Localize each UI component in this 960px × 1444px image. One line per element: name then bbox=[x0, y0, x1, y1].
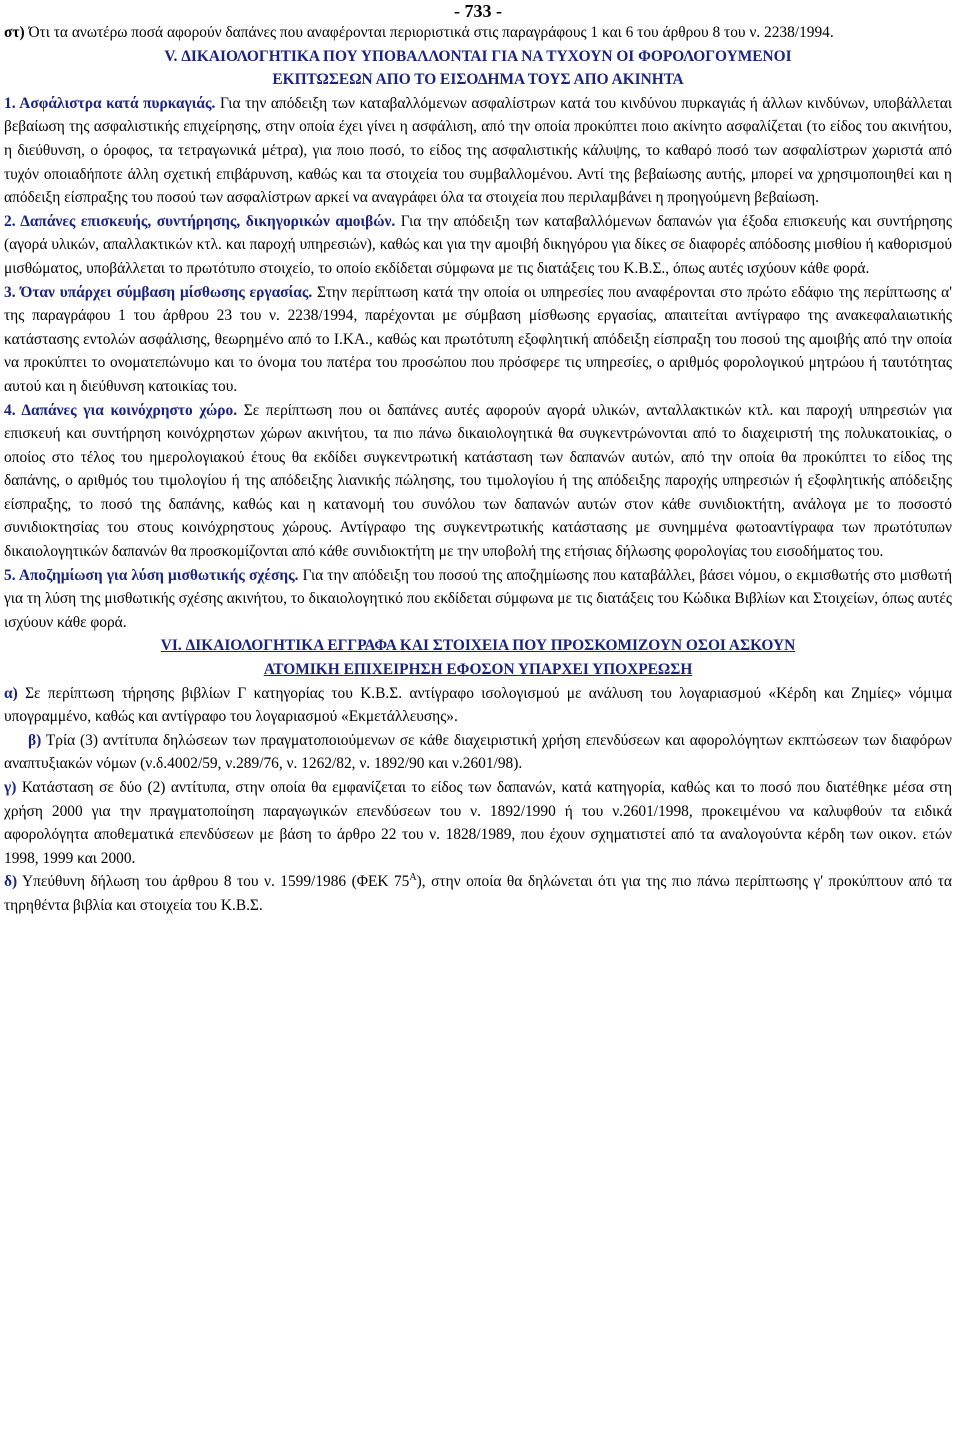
item-5-text: Για την απόδειξη του ποσού της αποζημίωσης που καταβάλλει, βάσει νόμου, ο εκμισθωτής στο μισθωτή για τη λύση της μισθωτικής σχέσης ακινήτου, το δικαιολογητικό που εκδίδεται σύμφωνα με τις διατάξεις του Κώδικα Βιβλίων και Στοιχείων, όπως αυτές ισχύουν κάθε φορά. bbox=[4, 566, 952, 631]
label-vi-a: α) bbox=[4, 684, 18, 702]
item-4 bbox=[4, 399, 952, 564]
paragraph-vi-d bbox=[4, 870, 952, 917]
item-1-title: 1. Ασφάλιστρα κατά πυρκαγιάς. bbox=[4, 94, 216, 112]
paragraph-st bbox=[4, 21, 952, 45]
item-1-text: Για την απόδειξη των καταβαλλόμενων ασφαλίστρων κατά του κινδύνου πυρκαγιάς ή άλλων κινδύνων, υποβάλλεται βεβαίωση της ασφαλιστικής επιχείρησης, στην οποία έχει γίνει η ασφάλιση, από την οποία προκύπτει ποιο ακίνητο ασφαλίζεται (το είδος του ακινήτου, η διεύθυνση, ο όροφος, τα τετραγωνικά μέτρα), για ποιο ποσό, το είδος της ασφαλιστικής κάλυψης, το καθαρό ποσό των ασφαλίστρων χωριστά από τυχόν οποιαδήποτε άλλη σχετική επιβάρυνση, καθώς και τα στοιχεία του συμβαλλομένου. Αντί της βεβαίωσης αυτής, μπορεί να χρησιμοποιηθεί και η απόδειξη είσπραξης του ποσού των ασφαλίστρων αρκεί να αναγράφει όλα τα στοιχεία που περιλαμβάνει η προηγούμενη βεβαίωση. bbox=[4, 94, 952, 207]
text-vi-c: Κατάσταση σε δύο (2) αντίτυπα, στην οποία θα εμφανίζεται το είδος των δαπανών, κατά κατηγορία, καθώς και το ποσό που διατέθηκε μέσα στη χρήση 2000 για την πραγματοποίηση παραγωγικών επενδύσεων του ν. 1892/1990 ή του ν.2601/1998, προκειμένου να καλυφθούν τα ειδικά αφορολόγητα αποθεματικά επενδύσεων με βάση το άρθρο 22 του ν. 1828/1989, που έχουν σχηματιστεί από τα αναλογούντα κέρδη των οικον. ετών 1998, 1999 και 2000. bbox=[4, 779, 952, 867]
item-4-title: 4. Δαπάνες για κοινόχρηστο χώρο. bbox=[4, 401, 238, 419]
text-vi-b: Τρία (3) αντίτυπα δηλώσεων των πραγματοποιούμενων σε κάθε διαχειριστική χρήση επενδύσεων και αφορολόγητων εκπτώσεων των διαφόρων αναπτυξιακών νόμων (ν.δ.4002/59, ν.289/76, ν. 1262/82, ν. 1892/90 και ν.2601/98). bbox=[4, 731, 952, 773]
label-vi-d: δ) bbox=[4, 873, 18, 891]
section-v-heading-line1: V. ΔΙΚΑΙΟΛΟΓΗΤΙΚΑ ΠΟΥ ΥΠΟΒΑΛΛΟΝΤΑΙ ΓΙΑ ΝΑ ΤΥΧΟΥΝ ΟΙ ΦΟΡΟΛΟΓΟΥΜΕΝΟΙ bbox=[164, 47, 792, 65]
label-vi-b: β) bbox=[28, 731, 42, 749]
item-2-text: Για την απόδειξη των καταβαλλόμενων δαπανών για έξοδα επισκευής και συντήρησης (αγορά υλικών, απαλλακτικών κτλ. και παροχή υπηρεσιών), καθώς και για την αμοιβή δικηγόρου για δίκες σε διαφορές απόδοσης μισθίου ή καθορισμού μισθώματος, υποβάλλεται το πρωτότυπο στοιχείο, το οποίο εκδίδεται σύμφωνα με τις διατάξεις του Κ.Β.Σ., όπως αυτές ισχύουν κάθε φορά. bbox=[4, 212, 953, 277]
text-st: Ότι τα ανωτέρω ποσά αφορούν δαπάνες που αναφέρονται περιοριστικά στις παραγράφους 1 και 6 του άρθρου 8 του ν. 2238/1994. bbox=[24, 24, 834, 41]
item-4-text: Σε περίπτωση που οι δαπάνες αυτές αφορούν αγορά υλικών, ανταλλακτικών κτλ. και παροχή υπηρεσιών για επισκευή και συντήρηση κοινόχρηστων χώρων ακινήτου, τα πιο πάνω δικαιολογητικά θα συγκεντρώνονται από το διαχειριστή της πολυκατοικίας, ο οποίος στο τέλος του ημερολογιακού έτους θα εκδίδει συγκεντρωτική κατάσταση των δαπανών αυτών, από την οποία θα προκύπτει το είδος της δαπάνης, ο αριθμός του τιμολογίου ή της απόδειξης λιανικής πώλησης, του τιμολογίου ή της απόδειξης παροχής υπηρεσιών ή εξοφλητικής απόδειξης είσπραξης, το ποσό της δαπάνης, καθώς και η κατανομή του συνόλου των δαπανών αυτών στον κάθε συνιδιοκτήτη, ανάλογα με το ποσοστό συνιδιοκτησίας του στους κοινόχρηστους χώρους. Αντίγραφο της συγκεντρωτικής κατάστασης με συνημμένα φωτοαντίγραφα των πρωτότυπων δικαιολογητικών δαπανών θα προσκομίζονται από κάθε συνιδιοκτήτη με την υποβολή της ετήσιας δήλωσης φορολογίας του εισοδήματος του. bbox=[4, 401, 953, 561]
page-number: - 733 - bbox=[454, 1, 502, 21]
section-vi-heading-line2: ΑΤΟΜΙΚΗ ΕΠΙΧΕΙΡΗΣΗ ΕΦΟΣΟΝ ΥΠΑΡΧΕΙ ΥΠΟΧΡΕΩΣΗ bbox=[263, 661, 693, 679]
item-3-title: 3. Όταν υπάρχει σύμβαση μίσθωσης εργασίας. bbox=[4, 283, 313, 301]
paragraph-vi-a bbox=[4, 682, 952, 729]
section-vi-heading-line1: VI. ΔΙΚΑΙΟΛΟΓΗΤΙΚΑ ΕΓΓΡΑΦΑ ΚΑΙ ΣΤΟΙΧΕΙΑ ΠΟΥ ΠΡΟΣΚΟΜΙΖΟΥΝ ΟΣΟΙ ΑΣΚΟΥΝ bbox=[160, 637, 796, 655]
item-5-title: 5. Αποζημίωση για λύση μισθωτικής σχέσης. bbox=[4, 566, 299, 584]
label-st: στ) bbox=[4, 24, 25, 41]
text-vi-d-before: Υπεύθυνη δήλωση του άρθρου 8 του ν. 1599/1986 (ΦΕΚ 75 bbox=[17, 873, 410, 891]
section-v-heading-line2: ΕΚΠΤΩΣΕΩΝ ΑΠΟ ΤΟ ΕΙΣΟΔΗΜΑ ΤΟΥΣ ΑΠΟ ΑΚΙΝΗΤΑ bbox=[272, 71, 684, 89]
text-vi-d-after: ), στην οποία θα δηλώνεται ότι για της πιο πάνω περίπτωσης γ' προκύπτουν από τα τηρηθέντα βιβλία και στοιχεία του Κ.Β.Σ. bbox=[4, 873, 952, 914]
item-1 bbox=[4, 92, 952, 210]
paragraph-vi-b bbox=[4, 729, 952, 776]
text-vi-a: Σε περίπτωση τήρησης βιβλίων Γ κατηγορίας του Κ.Β.Σ. αντίγραφο ισολογισμού με ανάλυση του λογαριασμού «Κέρδη και Ζημίες» νόμιμα υπογραμμένο, καθώς και αντίγραφο του λογαριασμού «Εκμετάλλευσης». bbox=[4, 684, 952, 726]
item-3-text: Στην περίπτωση κατά την οποία οι υπηρεσίες που αναφέρονται στο πρώτο εδάφιο της περίπτωσης α' της παραγράφου 1 του άρθρου 23 του ν. 2238/1994, παρέχονται με σύμβαση μίσθωσης εργασίας, απαιτείται αντίγραφο της ανακεφαλαιωτικής κατάστασης εντολών ασφάλισης, θεωρημένο από το Ι.ΚΑ., καθώς και πρωτότυπη εξοφλητική απόδειξη είσπραξη του ποσού της αμοιβής από την οποία να προκύπτει το ονοματεπώνυμο και το όνομα του πατέρα του προσώπου που πρόσφερε τις υπηρεσίες, ο αριθμός φορολογικού μητρώου ή ταυτότητας αυτού και η διεύθυνση κατοικίας του. bbox=[4, 283, 952, 395]
paragraph-vi-c bbox=[4, 776, 952, 870]
label-vi-c: γ) bbox=[4, 779, 17, 796]
superscript-vi-d: Α bbox=[409, 872, 417, 884]
item-5 bbox=[4, 564, 952, 635]
item-2 bbox=[4, 210, 952, 281]
item-2-title: 2. Δαπάνες επισκευής, συντήρησης, δικηγορικών αμοιβών. bbox=[4, 212, 396, 230]
item-3 bbox=[4, 281, 952, 399]
